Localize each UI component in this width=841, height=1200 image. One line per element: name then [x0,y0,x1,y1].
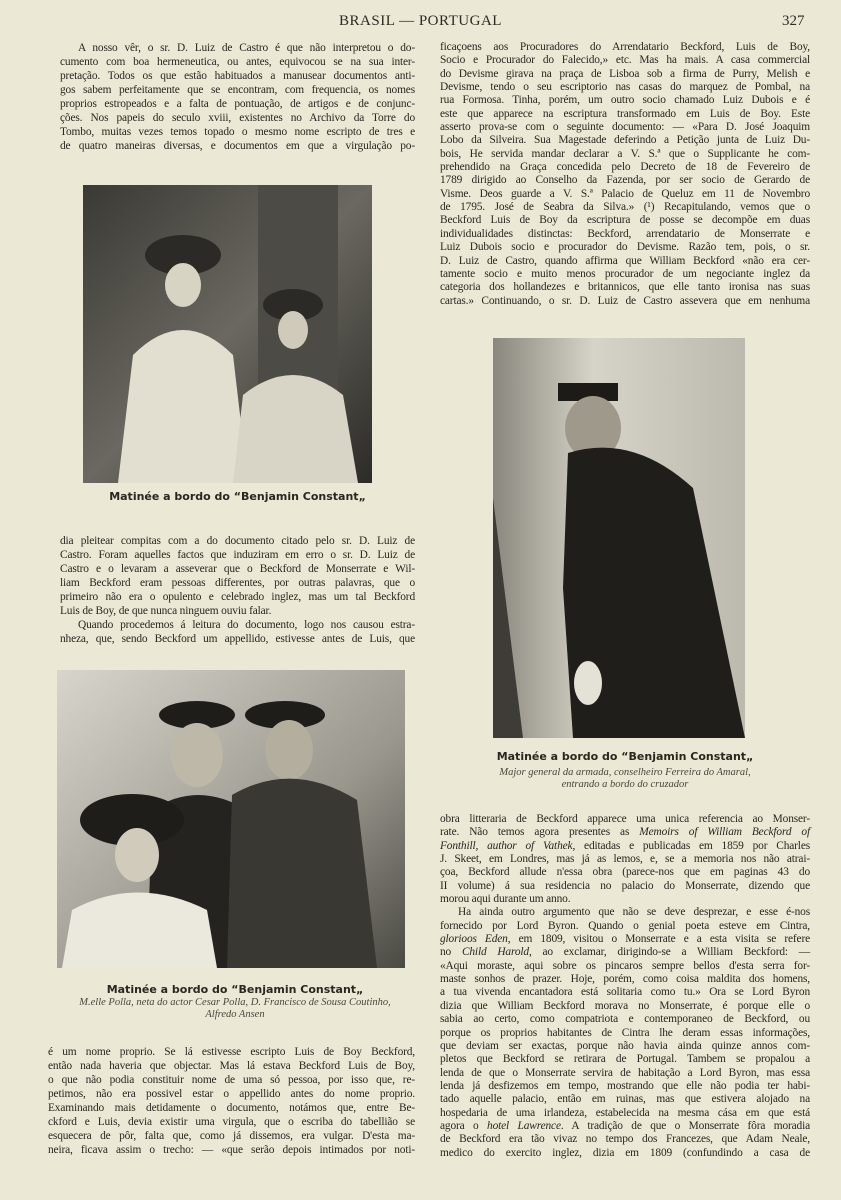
text-line: cumento com boa hermeneutica, ou antes, equivocou se na sua inter- [60,56,415,68]
text-line: sabia ao certo, como compatriota e contemporaneo de Beckford, ou [440,1013,810,1026]
right-text-block-2 [440,813,810,1160]
text-line: primeiro não era o opulento e celebrado inglez, mas um tal Beckford [60,591,415,603]
text-line: do Devisme girava na praça de Lisboa sob a firma de Purry, Melish e [440,67,810,80]
photo-girl-and-two-men [57,670,405,968]
text-line: hospedaria de uma irlandeza, estabelecida na mesma cása em que está [440,1106,810,1119]
figure-3-caption: Matinée a bordo do “Benjamin Constant„ [106,983,364,996]
text-line: gos sabem perfeitamente que se encontram, com frequencia, os nomes [60,84,415,96]
figure-3-subcaption-line-1: M.elle Polla, neta do actor Cesar Polla, D. Francisco de Sousa Coutinho, [79,997,391,1008]
photo-two-women-on-deck [83,185,372,483]
page-number: 327 [782,13,805,29]
text-line: porque os proprios habitantes de Cintra lhe deram essas informações, [440,1026,810,1039]
text-line: asserto prova-se com o seguinte documento: — «Para D. José Joaquim [440,121,810,134]
text-line: ficaçoens aos Procuradores do Arrendatario Beckford, Luis de Boy, [440,41,810,53]
text-line: pletos que Beckford se retirara de Portugal. Tambem se propalou a [440,1053,810,1066]
text-line: prehendido na Graça concedida pelo Decreto de 18 de Fevereiro de [440,161,810,174]
text-line: Devisme, tendo o seu escriptorio nas casas do marquez de Pombal, na [440,81,810,94]
figure-1-caption: Matinée a bordo do “Benjamin Constant„ [109,490,366,503]
text-line: tado aquelle palacio, então em ruinas, mas que estivera alojado na [440,1093,810,1106]
text-line: é um nome proprio. Se lá estivesse escripto Luis de Boy Beckford, [48,1046,415,1058]
text-line: medico do exercito inglez, dizia em 1809 (confundindo a casa de [440,1146,810,1159]
text-line: II volume) á sua residencia no palacio do Monserrate, dizendo que [440,879,810,892]
text-line: rua Formosa. Tinha, porém, um outro socio chamado Luiz Dubois e é [440,94,810,107]
figure-3-subcaption-line-2: Alfredo Ansen [205,1009,265,1020]
text-line: lenda de que o Monserrate servira de habitação a Lord Byron, mas essa [440,1066,810,1079]
text-line: Visme. Deos guarde a V. S.ª Palacio de Queluz em 11 de Novembro [440,187,810,200]
text-line: maste sonhos de prazer. Hoje, porém, como coisa maldita dos homens, [440,973,810,986]
text-segment: , editadas e publicadas em 1859 por Charles [572,839,811,852]
text-line: morou aqui durante um anno. [440,893,571,906]
text-line: pretação. Todos os que estão habituados a manusear documentos anti- [60,70,415,82]
text-line: Lobo da Silveira. Sua Magestade deferindo a Petição junta de Luiz Du- [440,134,810,147]
text-line: nheza, que, sendo Beckford um appellido, estivesse antes de Luis, que [60,633,415,645]
running-header: BRASIL — PORTUGAL [339,13,502,29]
text-line: então nada haveria que objectar. Mas lá estava Beckford Luis de Boy, [48,1060,415,1072]
text-line: Examinando mais detidamente o documento, notámos que, entre Be- [48,1102,415,1114]
text-line: a tua vivenda encantadora está solitaria como tu.» Ora se Lord Byron [440,986,810,999]
figure-3-subcaption [40,997,430,1021]
text-segment: no [440,946,462,959]
text-line: 1789 dirigido ao Conselho da Fazenda, por ser socio de Gerardo de [440,174,810,187]
text-line: obra litteraria de Beckford apparece uma unica referencia ao Monser- [440,813,810,825]
text-line: categoria dos hollandezes e britannicos, que elle tanto ironisa nas suas [440,281,810,294]
italic-text: glorioos Eden [440,933,508,946]
text-line: o que não podia constituir nome de uma só pessoa, por isso que, re- [48,1074,415,1086]
text-line: tamente socio e muito menos procurador de um negociante inglez da [440,267,810,280]
figure-2-subcaption-line-1: Major general da armada, conselheiro Ferreira do Amaral, [499,767,751,778]
right-text-block-1 [440,41,810,308]
text-segment: , em 1809, visitou o Monserrate e a esta visita se refere [507,933,810,946]
text-segment: rate. Não temos agora presentes as [440,826,640,839]
text-line [440,933,810,946]
text-line: Quando procedemos á leitura do documento, logo nos causou estra- [78,619,415,631]
text-line: ções. Nos papeis do seculo xviii, existentes no Archivo da Torre do [60,112,415,124]
text-segment: , ao exclamar, dirigindo-se a William Beckford: — [528,946,810,959]
text-segment: . A tradição de que o Monserrate fôra moradia [560,1119,810,1132]
text-line: que deviam ser exactas, porque não havia ainda quinze annos com- [440,1039,810,1052]
text-line: D. Luiz de Castro, quando affirma que William Beckford «não era cer- [440,254,810,267]
italic-text: Memoirs of William Beckford of [639,826,810,839]
figure-2-caption: Matinée a bordo do “Benjamin Constant„ [496,750,754,763]
text-line: J. Skeet, em Londres, mas já as lemos, e, se a memoria nos não atrai- [440,853,810,866]
text-line: ckford e Luis, devia existir uma virgula, que o escriba do tabellião se [48,1116,415,1128]
text-line: Ha ainda outro argumento que não se deve desprezar, e esse é-nos [458,906,810,919]
italic-text: hotel Lawrence [487,1119,561,1132]
text-line: Luis de Boy, de que nunca ninguem ouviu falar. [60,605,272,617]
text-line: de Beckford era tão vivaz no tempo dos Francezes, que Adam Neale, [440,1133,810,1146]
text-line: çoa, Beckford allude n'essa obra (parece-nos que em paginas 43 do [440,866,810,879]
text-line [440,946,810,959]
italic-text: Fonthill, author of Vathek [440,839,573,852]
left-text-block-3 [48,1045,415,1157]
text-line: Socio e Procurador do Falecido,» etc. Mas ha mais. A casa commercial [440,54,810,67]
text-line: bois, He servida mandar declarar a V. S.ª que o Supplicante he com- [440,147,810,160]
text-line: este que apparece na escriptura transformado em Luis de Boy. Este [440,107,810,120]
text-line: de quatro maneiras diversas, e documentos em que a virgulação po- [60,140,415,152]
text-line: Tombo, muitas vezes temos topado o mesmo nome escripto de tres e [60,126,415,138]
text-line: liam Beckford eram pessoas differentes, por outras palavras, que o [60,577,415,589]
text-line: «Aqui moraste, aqui sobre os pincaros sempre bellos d'esta serra for- [440,959,810,972]
italic-text: Child Harold [461,946,529,959]
text-line: proprios estropeados e a falta de pontuação, de artigos e de conjunc- [60,98,415,110]
text-line: Luiz Dubois socio e procurador do Devisme. Razão tem, pois, o sr. [440,241,810,254]
left-text-block-1 [60,41,415,153]
text-line [440,840,810,853]
text-line: fornecido por Lord Byron. Quando o genial poeta esteve em Cintra, [440,919,810,932]
text-line: esquecera de pôr, falta que, como já dissemos, era vulgar. D'esta ma- [48,1130,415,1142]
text-line: individualidades distinctas: Beckford, arrendatario de Monserrate e [440,227,810,240]
text-line: A nosso vêr, o sr. D. Luiz de Castro é que não interpretou o do- [78,42,415,54]
text-line: petimos, não era possivel estar o appellido antes do nome proprio. [48,1088,415,1100]
text-line: dizia que William Beckford morava no Monserrate, é porque elle o [440,999,810,1012]
text-line: neira, ficava assim o trecho: — «que serão depois intimados por noti- [48,1144,415,1156]
text-line: lenda já desfizemos em tempo, mostrando que elle não podia ter habi- [440,1079,810,1092]
left-text-block-2 [60,534,415,646]
text-line [440,1120,810,1133]
photo-admiral-boarding [493,338,745,738]
figure-2-subcaption-line-2: entrando a bordo do cruzador [561,779,689,790]
text-line: cartas.» Continuando, o sr. D. Luiz de Castro assevera que em nenhuma [440,294,810,307]
text-line: Castro. Foram aquelles factos que induziram em erro o sr. D. Luiz de [60,549,415,561]
text-line: Beckford Luis de Boy da escriptura de posse se decompõe em duas [440,214,810,227]
text-line [440,826,810,839]
text-line: Castro e o levaram a asseverar que o Beckford de Monserrate e Wil- [60,563,415,575]
text-segment: agora o [440,1119,488,1132]
text-line: de 1795. José de Seabra da Silva.» (¹) Recapitulando, vemos que o [440,201,810,214]
figure-2-subcaption [440,767,810,791]
text-line: dia pleitear compitas com a do documento citado pelo sr. D. Luiz de [60,535,415,547]
